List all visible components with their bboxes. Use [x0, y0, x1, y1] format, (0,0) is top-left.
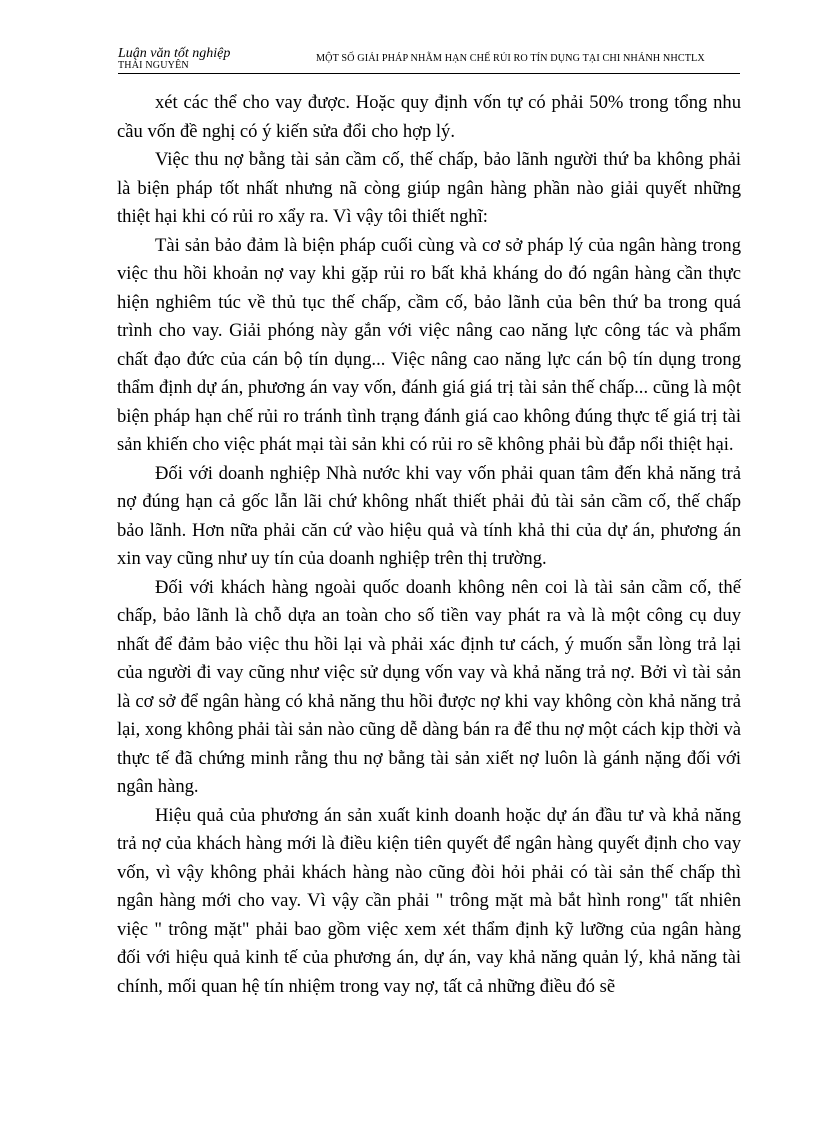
header-left-block — [118, 47, 230, 71]
header-document-title: MỘT SỐ GIẢI PHÁP NHẰM HẠN CHẾ RỦI RO TÍN DỤNG TẠI CHI NHÁNH NHCTLX — [316, 53, 705, 64]
header-location: THÁI NGUYÊN — [118, 60, 189, 71]
body-text — [117, 89, 741, 1001]
paragraph: xét các thể cho vay được. Hoặc quy định vốn tự có phải 50% trong tổng nhu cầu vốn đề nghị có ý kiến sửa đổi cho hợp lý. — [117, 92, 741, 142]
paragraph: Đối với khách hàng ngoài quốc doanh không nên coi là tài sản cầm cố, thế chấp, bảo lãnh là chỗ dựa an toàn cho số tiền vay phát ra và là một công cụ duy nhất để đảm bảo việc thu hồi lại và phải xác định tư cách, ý muốn sẵn lòng trả lại của người đi vay cũng như việc sử dụng vốn vay và khả năng trả nợ. Bởi vì tài sản là cơ sở để ngân hàng có khả năng thu hồi được nợ khi vay không còn khả năng trả lại, xong không phải tài sản nào cũng dễ dàng bán ra để thu nợ một cách kịp thời và thực tế đã chứng minh rằng thu nợ bằng tài sản xiết nợ luôn là gánh nặng đối với ngân hàng. — [117, 576, 741, 797]
paragraph: Đối với doanh nghiệp Nhà nước khi vay vốn phải quan tâm đến khả năng trả nợ đúng hạn cả gốc lẫn lãi chứ không nhất thiết phải đủ tài sản cầm cố, thế chấp bảo lãnh. Hơn nữa phải căn cứ vào hiệu quả và tính khả thi của dự án, phương án xin vay cũng như uy tín của doanh nghiệp trên thị trường. — [117, 462, 741, 569]
paragraph: Hiệu quả của phương án sản xuất kinh doanh hoặc dự án đầu tư và khả năng trả nợ của khách hàng mới là điều kiện tiên quyết để ngân hàng quyết định cho vay vốn, vì vậy không phải khách hàng nào cũng đòi hỏi phải có tài sản thế chấp thì ngân hàng mới cho vay. Vì vậy cần phải " trông mặt mà bắt hình rong" tất nhiên việc " trông mặt" phải bao gồm việc xem xét thẩm định kỹ lưỡng của ngân hàng đối với hiệu quả kinh tế của phương án, dự án, vay khả năng quản lý, khả năng tài chính, mối quan hệ tín nhiệm trong vay nợ, tất cả những điều đó sẽ — [117, 804, 741, 997]
header-thesis-title: Luận văn tốt nghiệp — [118, 46, 231, 61]
paragraph: Việc thu nợ bằng tài sản cầm cố, thế chấp, bảo lãnh người thứ ba không phải là biện pháp tốt nhất nhưng nã còng giúp ngân hàng phần nào giải quyết những thiệt hại khi có rủi ro xẩy ra. Vì vậy tôi thiết nghĩ: — [117, 149, 741, 227]
paragraph: Tài sản bảo đảm là biện pháp cuối cùng và cơ sở pháp lý của ngân hàng trong việc thu hồi khoản nợ vay khi gặp rủi ro bất khả kháng do đó ngân hàng cần thực hiện nghiêm túc về thủ tục thế chấp, cầm cố, bảo lãnh của bên thứ ba trong quá trình cho vay. Giải phóng này gắn với việc nâng cao năng lực công tác và phẩm chất đạo đức của cán bộ tín dụng... Việc nâng cao năng lực cán bộ tín dụng trong thẩm định dự án, phương án vay vốn, đánh giá giá trị tài sản thế chấp... cũng là một biện pháp hạn chế rủi ro tránh tình trạng đánh giá cao không đúng thực tế giá trị tài sản khiến cho việc phát mại tài sản khi có rủi ro sẽ không phải bù đắp nổi thiệt hại. — [117, 234, 741, 455]
header-divider — [118, 73, 740, 74]
